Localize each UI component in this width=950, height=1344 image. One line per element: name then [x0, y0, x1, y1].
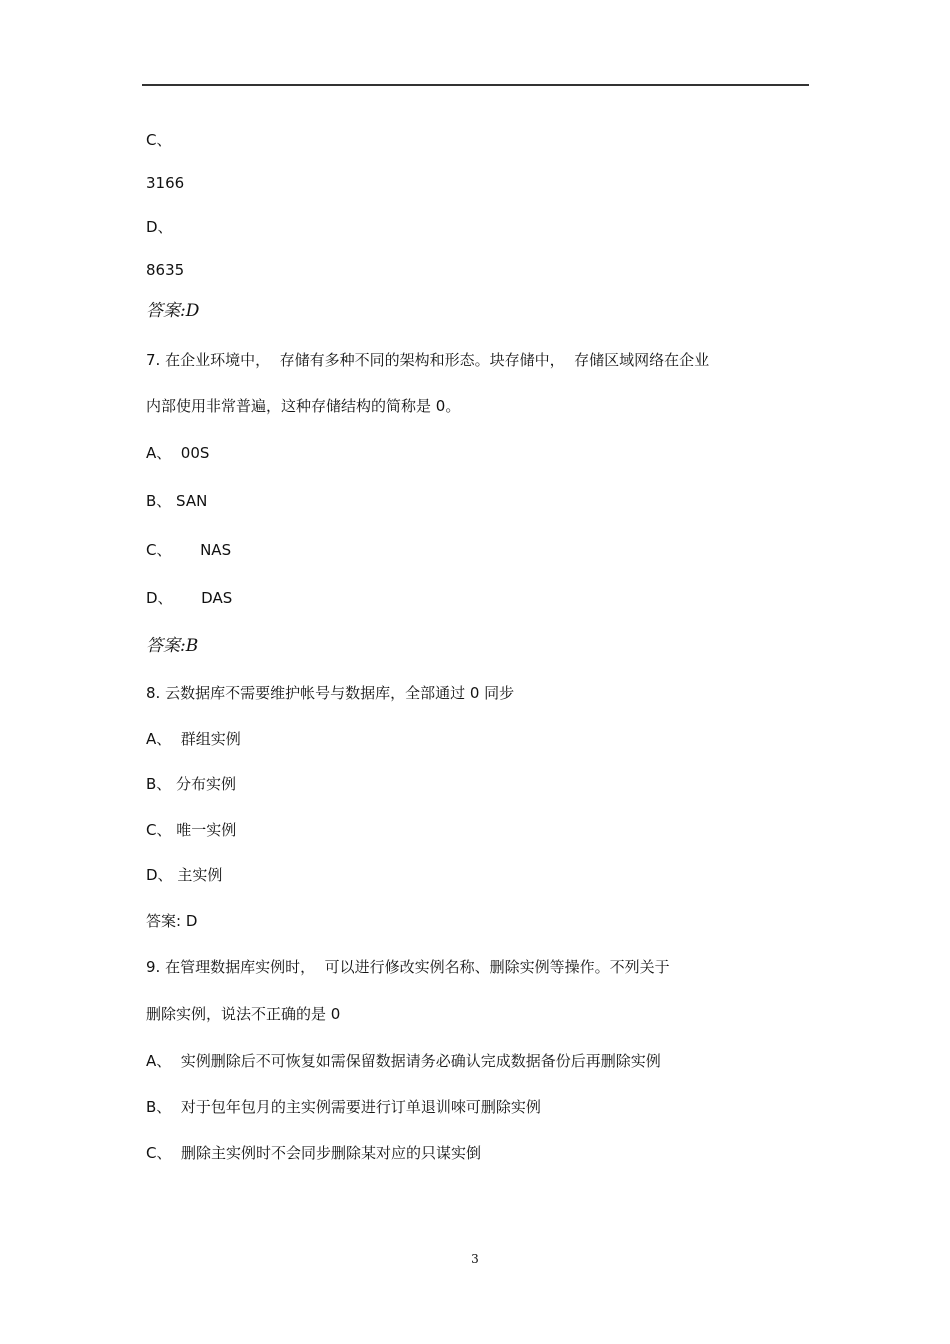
q7-answer: 答案:B [146, 636, 199, 656]
header-rule [142, 84, 809, 86]
q7-option-d: D、 DAS [146, 589, 233, 607]
option-d-label: D、 [146, 218, 173, 236]
option-d-value: 8635 [146, 261, 185, 279]
q8-option-d: D、 主实例 [146, 866, 223, 884]
q7-option-c: C、 NAS [146, 541, 232, 559]
q9-option-a: A、 实例删除后不可恢复如需保留数据请务必确认完成数据备份后再删除实例 [146, 1052, 661, 1070]
q9-question-line1: 9. 在管理数据库实例时， 可以进行修改实例名称、删除实例等操作。不列关于 [146, 958, 670, 976]
page-number: 3 [471, 1252, 479, 1266]
q6-answer: 答案:D [146, 301, 200, 321]
q7-option-b: B、 SAN [146, 492, 208, 510]
q8-question: 8. 云数据库不需要维护帐号与数据库，全部通过 0 同步 [146, 684, 515, 702]
option-c-label: C、 [146, 131, 172, 149]
option-c-value: 3166 [146, 174, 185, 192]
q9-question-line2: 删除实例，说法不正确的是 0 [146, 1005, 341, 1023]
q9-option-b: B、 对于包年包月的主实例需要进行订单退训唻可删除实例 [146, 1098, 541, 1116]
q8-answer: 答案: D [146, 912, 198, 930]
q9-option-c: C、 删除主实例时不会同步删除某对应的只谋实倒 [146, 1144, 482, 1162]
q7-question-line1: 7. 在企业环境中， 存储有多种不同的架构和形态。块存储中， 存储区域网络在企业 [146, 351, 710, 369]
q7-option-a: A、 00S [146, 444, 210, 462]
q8-option-c: C、 唯一实例 [146, 821, 237, 839]
q8-option-b: B、 分布实例 [146, 775, 237, 793]
q7-question-line2: 内部使用非常普遍，这种存储结构的简称是 0。 [146, 397, 461, 415]
q8-option-a: A、 群组实例 [146, 730, 241, 748]
